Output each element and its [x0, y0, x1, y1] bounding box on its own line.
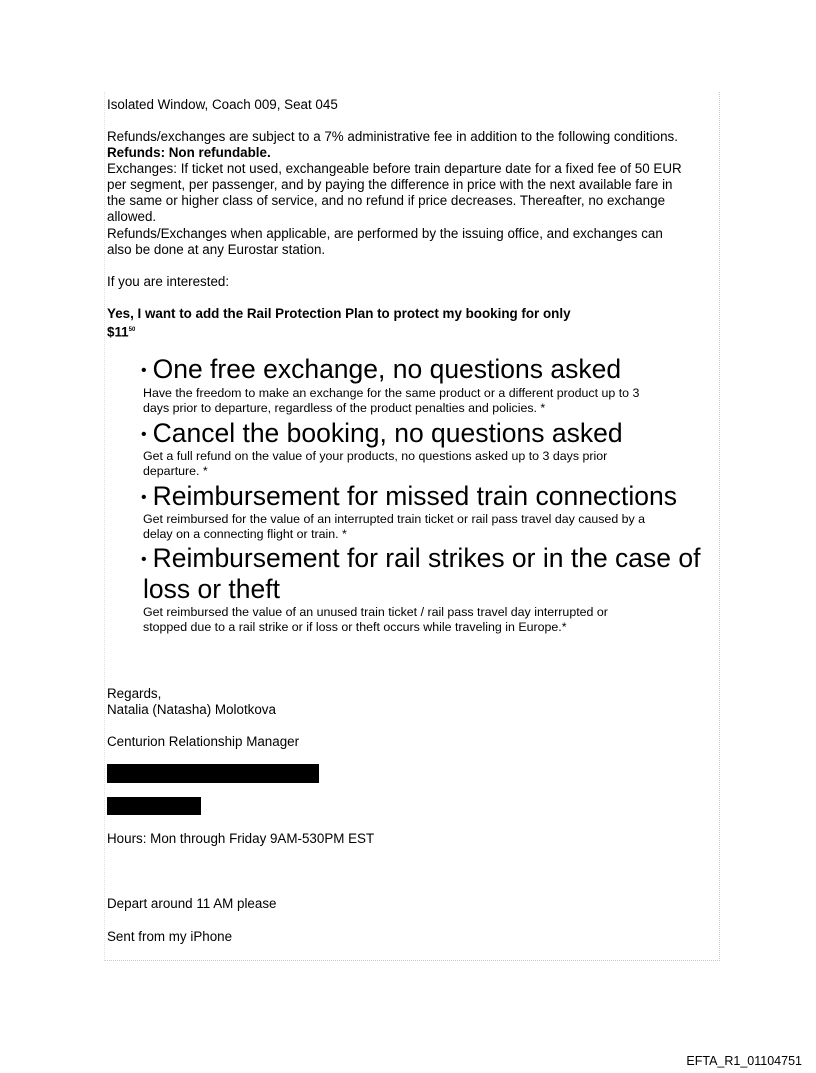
office-line: also be done at any Eurostar station.: [107, 242, 326, 257]
benefit-desc: stopped due to a rail strike or if loss or theft occurs while traveling in Europe.*: [143, 620, 567, 634]
bullet-icon: •: [141, 489, 147, 506]
bullet-icon: •: [141, 362, 147, 379]
bullet-icon: •: [141, 426, 147, 443]
reply-message: Depart around 11 AM please: [107, 896, 277, 911]
redaction-bar: [107, 797, 201, 815]
benefit-title: • Cancel the booking, no questions asked: [141, 418, 623, 448]
refunds-line: Refunds: Non refundable.: [107, 145, 271, 160]
offer-line: Yes, I want to add the Rail Protection Plan to protect my booking for only: [107, 306, 571, 321]
sender-name: Natalia (Natasha) Molotkova: [107, 702, 276, 717]
benefit-title: • Reimbursement for missed train connections: [141, 481, 677, 511]
benefit-desc: departure. *: [143, 464, 208, 478]
exchange-line: allowed.: [107, 209, 157, 224]
benefit-title: • One free exchange, no questions asked: [141, 354, 622, 384]
fee-line: Refunds/exchanges are subject to a 7% administrative fee in addition to the following conditions.: [107, 129, 678, 144]
sent-from: Sent from my iPhone: [107, 929, 233, 944]
benefit-title: • Reimbursement for rail strikes or in the case of: [141, 543, 701, 573]
benefit-desc: Get a full refund on the value of your products, no questions asked up to 3 days prior: [143, 449, 608, 463]
offer-price: [107, 322, 135, 340]
document-id: EFTA_R1_01104751: [686, 1054, 802, 1068]
office-line: Refunds/Exchanges when applicable, are performed by the issuing office, and exchanges can: [107, 226, 663, 241]
exchange-line: per segment, per passenger, and by paying the difference in price with the next available fare in: [107, 177, 673, 192]
benefit-desc: Have the freedom to make an exchange for the same product or a different product up to 3: [143, 386, 640, 400]
exchange-line: the same or higher class of service, and no refund if price decreases. Thereafter, no exchange: [107, 193, 666, 208]
benefit-desc: Get reimbursed the value of an unused train ticket / rail pass travel day interrupted or: [143, 605, 608, 619]
interested-line: If you are interested:: [107, 274, 230, 289]
office-hours: Hours: Mon through Friday 9AM-530PM EST: [107, 831, 375, 846]
benefit-desc: days prior to departure, regardless of the product penalties and policies. *: [143, 401, 546, 415]
redaction-bar: [107, 764, 319, 783]
seat-line: Isolated Window, Coach 009, Seat 045: [107, 97, 338, 112]
regards: Regards,: [107, 686, 162, 701]
benefit-desc: Get reimbursed for the value of an interrupted train ticket or rail pass travel day caused by a: [143, 512, 646, 526]
bullet-icon: •: [141, 551, 147, 568]
benefit-desc: delay on a connecting flight or train. *: [143, 527, 347, 541]
sender-title: Centurion Relationship Manager: [107, 734, 300, 749]
exchange-line: Exchanges: If ticket not used, exchangeable before train departure date for a fixed fee of 50 EUR: [107, 161, 682, 176]
benefit-title-cont: loss or theft: [143, 574, 280, 604]
price-cents: 50: [128, 327, 136, 333]
price-main: $11: [107, 324, 129, 340]
